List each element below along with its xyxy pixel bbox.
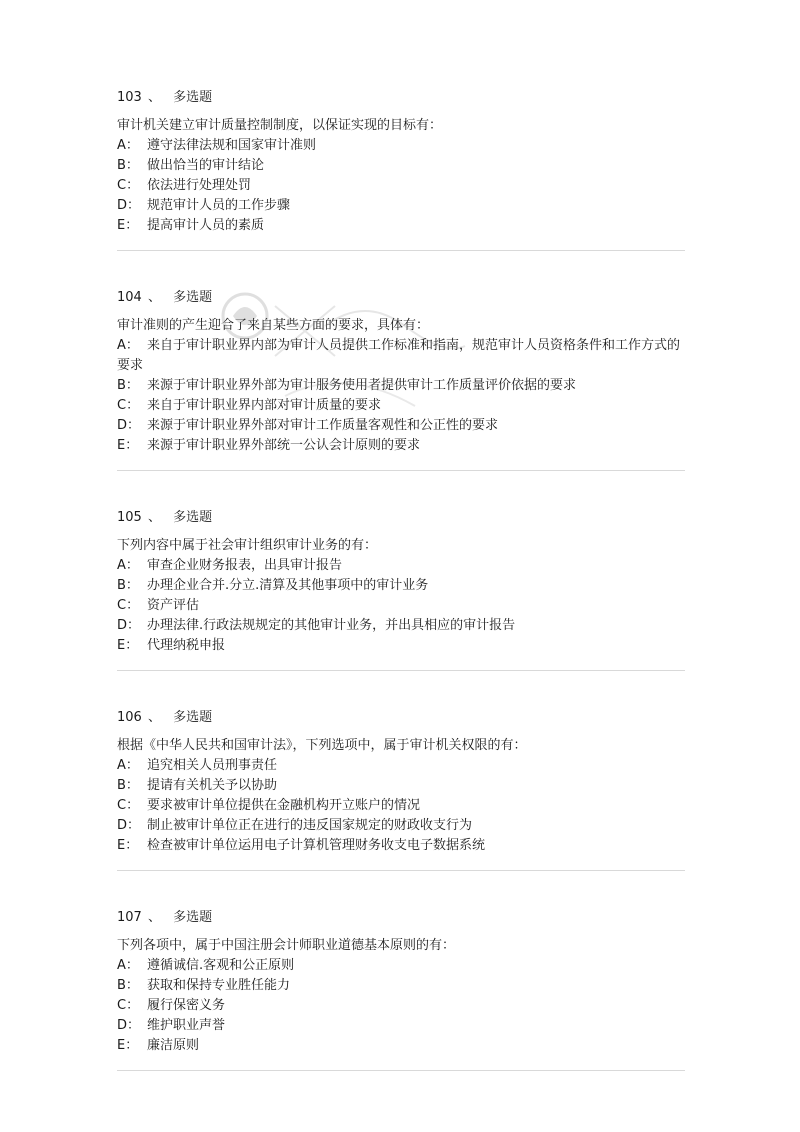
question-separator: 、 xyxy=(147,910,161,925)
question-107 xyxy=(117,908,685,1056)
option-text: 制止被审计单位正在进行的违反国家规定的财政收支行为 xyxy=(147,818,473,833)
option-letter: E： xyxy=(117,638,139,653)
question-divider xyxy=(117,250,685,251)
option-d xyxy=(117,616,685,636)
question-header xyxy=(117,88,685,108)
option-text: 维护职业声誉 xyxy=(147,1018,226,1033)
question-number: 107 xyxy=(117,910,142,925)
option-letter: D： xyxy=(117,418,141,433)
question-header xyxy=(117,708,685,728)
option-b xyxy=(117,576,685,596)
question-divider xyxy=(117,1070,685,1071)
question-stem: 审计机关建立审计质量控制制度，以保证实现的目标有： xyxy=(117,118,443,133)
question-divider xyxy=(117,670,685,671)
option-text: 提请有关机关予以协助 xyxy=(147,778,278,793)
question-type: 多选题 xyxy=(173,910,213,925)
question-stem: 审计准则的产生迎合了来自某些方面的要求，具体有： xyxy=(117,318,430,333)
option-e xyxy=(117,636,685,656)
option-letter: B： xyxy=(117,378,139,393)
option-c xyxy=(117,176,685,196)
option-d xyxy=(117,816,685,836)
option-letter: A： xyxy=(117,758,139,773)
option-b xyxy=(117,376,685,396)
option-a xyxy=(117,336,685,376)
option-b xyxy=(117,776,685,796)
option-letter: A： xyxy=(117,958,139,973)
option-letter: D： xyxy=(117,198,141,213)
question-separator: 、 xyxy=(147,90,161,105)
question-type: 多选题 xyxy=(173,710,213,725)
option-letter: C： xyxy=(117,398,140,413)
option-text: 要求被审计单位提供在金融机构开立账户的情况 xyxy=(147,798,421,813)
question-divider xyxy=(117,470,685,471)
option-text: 依法进行处理处罚 xyxy=(147,178,252,193)
option-letter: A： xyxy=(117,138,139,153)
option-letter: C： xyxy=(117,598,140,613)
option-letter: D： xyxy=(117,618,141,633)
option-text: 办理企业合并.分立.清算及其他事项中的审计业务 xyxy=(147,578,429,593)
option-text: 办理法律.行政法规规定的其他审计业务，并出具相应的审计报告 xyxy=(147,618,516,633)
option-letter: B： xyxy=(117,978,139,993)
option-c xyxy=(117,596,685,616)
option-text: 来源于审计职业界外部对审计工作质量客观性和公正性的要求 xyxy=(147,418,499,433)
option-b xyxy=(117,156,685,176)
question-number: 103 xyxy=(117,90,142,105)
option-letter: C： xyxy=(117,178,140,193)
option-letter: E： xyxy=(117,218,139,233)
option-text: 遵循诚信.客观和公正原则 xyxy=(147,958,295,973)
question-105 xyxy=(117,508,685,656)
option-c xyxy=(117,396,685,416)
option-letter: E： xyxy=(117,1038,139,1053)
question-104 xyxy=(117,288,685,456)
option-text: 代理纳税申报 xyxy=(147,638,226,653)
option-text: 提高审计人员的素质 xyxy=(147,218,265,233)
question-type: 多选题 xyxy=(173,90,213,105)
question-103 xyxy=(117,88,685,236)
option-a xyxy=(117,136,685,156)
option-d xyxy=(117,1016,685,1036)
option-letter: A： xyxy=(117,558,139,573)
question-divider xyxy=(117,870,685,871)
question-separator: 、 xyxy=(147,510,161,525)
option-text: 资产评估 xyxy=(147,598,200,613)
option-text: 检查被审计单位运用电子计算机管理财务收支电子数据系统 xyxy=(147,838,486,853)
option-letter: B： xyxy=(117,778,139,793)
option-text: 履行保密义务 xyxy=(147,998,226,1013)
option-letter: C： xyxy=(117,998,140,1013)
question-header xyxy=(117,908,685,928)
option-e xyxy=(117,1036,685,1056)
question-106 xyxy=(117,708,685,856)
option-c xyxy=(117,996,685,1016)
question-number: 106 xyxy=(117,710,142,725)
option-a xyxy=(117,956,685,976)
option-text: 来源于审计职业界外部为审计服务使用者提供审计工作质量评价依据的要求 xyxy=(147,378,577,393)
option-letter: C： xyxy=(117,798,140,813)
option-letter: B： xyxy=(117,578,139,593)
question-stem: 下列内容中属于社会审计组织审计业务的有： xyxy=(117,538,378,553)
option-text: 审查企业财务报表，出具审计报告 xyxy=(147,558,343,573)
option-text: 遵守法律法规和国家审计准则 xyxy=(147,138,317,153)
option-e xyxy=(117,216,685,236)
option-text: 来自于审计职业界内部对审计质量的要求 xyxy=(147,398,382,413)
option-text: 来自于审计职业界内部为审计人员提供工作标准和指南，规范审计人员资格条件和工作方式的要求 xyxy=(117,338,681,373)
question-stem: 根据《中华人民共和国审计法》，下列选项中，属于审计机关权限的有： xyxy=(117,738,527,753)
option-text: 规范审计人员的工作步骤 xyxy=(147,198,291,213)
question-number: 104 xyxy=(117,290,142,305)
question-separator: 、 xyxy=(147,290,161,305)
question-separator: 、 xyxy=(147,710,161,725)
option-letter: D： xyxy=(117,818,141,833)
question-stem: 下列各项中，属于中国注册会计师职业道德基本原则的有： xyxy=(117,938,456,953)
question-header xyxy=(117,508,685,528)
option-d xyxy=(117,196,685,216)
option-letter: E： xyxy=(117,438,139,453)
question-type: 多选题 xyxy=(173,510,213,525)
option-b xyxy=(117,976,685,996)
option-letter: A： xyxy=(117,338,139,353)
question-header xyxy=(117,288,685,308)
option-text: 做出恰当的审计结论 xyxy=(147,158,265,173)
option-e xyxy=(117,836,685,856)
question-number: 105 xyxy=(117,510,142,525)
option-e xyxy=(117,436,685,456)
option-letter: D： xyxy=(117,1018,141,1033)
option-text: 追究相关人员刑事责任 xyxy=(147,758,278,773)
option-c xyxy=(117,796,685,816)
option-text: 获取和保持专业胜任能力 xyxy=(147,978,291,993)
option-letter: B： xyxy=(117,158,139,173)
question-type: 多选题 xyxy=(173,290,213,305)
option-a xyxy=(117,556,685,576)
option-text: 来源于审计职业界外部统一公认会计原则的要求 xyxy=(147,438,421,453)
option-text: 廉洁原则 xyxy=(147,1038,200,1053)
option-letter: E： xyxy=(117,838,139,853)
option-a xyxy=(117,756,685,776)
option-d xyxy=(117,416,685,436)
